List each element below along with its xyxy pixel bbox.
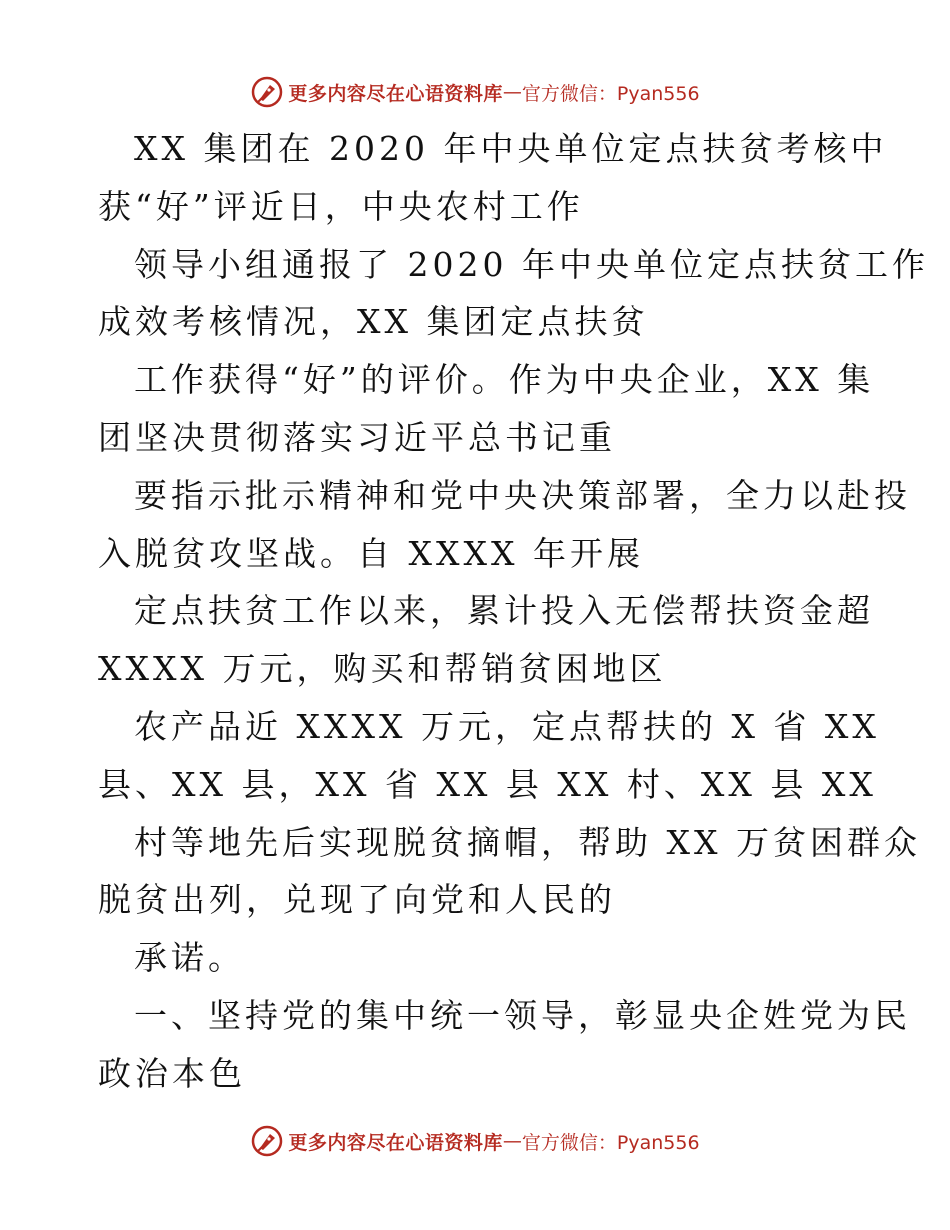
text-line: 入脱贫攻坚战。自 XXXX 年开展 xyxy=(98,533,644,573)
header-watermark xyxy=(0,72,950,112)
text-line: 脱贫出列，兑现了向党和人民的 xyxy=(98,880,616,920)
watermark-account: 官方微信：Pyan556 xyxy=(521,1131,700,1154)
watermark-account: 官方微信：Pyan556 xyxy=(521,82,700,105)
text-line: XX 集团在 2020 年中央单位定点扶贫考核中 xyxy=(134,129,888,168)
text-line: XXXX 万元，购买和帮销贫困地区 xyxy=(98,649,667,689)
text-line: 团坚决贯彻落实习近平总书记重 xyxy=(98,417,616,457)
watermark-dash: — xyxy=(502,81,522,103)
pen-nib-icon xyxy=(250,1124,284,1158)
text-line: 领导小组通报了 2020 年中央单位定点扶贫工作 xyxy=(134,244,929,284)
text-line: 成效考核情况，XX 集团定点扶贫 xyxy=(98,302,649,342)
text-line: 县、XX 县，XX 省 XX 县 XX 村、XX 县 XX xyxy=(98,764,877,804)
text-line: 政治本色 xyxy=(98,1053,246,1093)
text-line: 定点扶贫工作以来，累计投入无偿帮扶资金超 xyxy=(134,591,874,631)
text-line: 一、坚持党的集中统一领导，彰显央企姓党为民 xyxy=(134,995,911,1035)
watermark-text: 更多内容尽在心语资料库 xyxy=(288,1131,503,1154)
pen-nib-icon xyxy=(250,75,284,109)
text-line: 工作获得“好”的评价。作为中央企业，XX 集 xyxy=(134,360,875,400)
text-line: 承诺。 xyxy=(134,938,245,978)
watermark-text: 更多内容尽在心语资料库 xyxy=(288,82,503,105)
text-line: 要指示批示精神和党中央决策部署，全力以赴投 xyxy=(134,475,911,515)
text-line: 村等地先后实现脱贫摘帽，帮助 XX 万贫困群众 xyxy=(134,822,921,862)
watermark-dash: — xyxy=(502,1130,522,1152)
text-line: 获“好”评近日，中央农村工作 xyxy=(98,186,584,226)
text-line: 农产品近 XXXX 万元，定点帮扶的 X 省 XX xyxy=(134,706,880,746)
footer-watermark xyxy=(0,1121,950,1161)
document-body xyxy=(98,120,929,1103)
